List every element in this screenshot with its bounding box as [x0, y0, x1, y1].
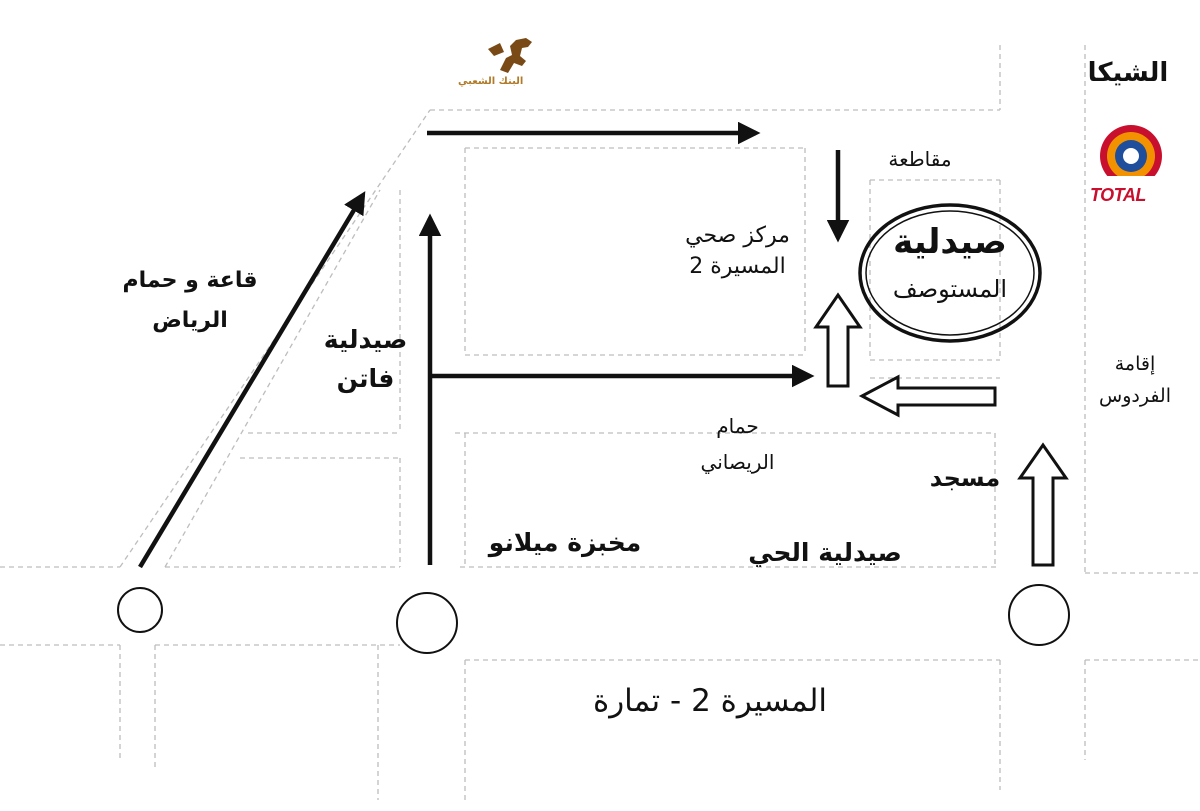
label-hammam-line2: الريصاني: [700, 450, 775, 474]
route-arrows: [140, 133, 838, 567]
label-health-center-line1: مركز صحي: [685, 223, 790, 248]
hollow-arrow-up-center: [816, 295, 860, 386]
label-mosque: مسجد: [929, 464, 1001, 492]
label-chiika: الشيكا: [1087, 58, 1169, 88]
label-district: المسيرة 2 - تمارة: [592, 683, 828, 719]
roundabouts: [118, 585, 1069, 653]
hollow-arrow-up-right: [1020, 445, 1066, 565]
label-residence-line1: إقامة: [1114, 353, 1156, 375]
label-pharmacy-main-line1: صيدلية: [893, 222, 1007, 262]
bank-logo-name: البنك الشعبي: [458, 76, 524, 87]
total-logo-icon: [1095, 125, 1167, 190]
label-bakery: مخبزة ميلانو: [488, 528, 642, 557]
label-health-center-line2: المسيرة 2: [689, 254, 786, 279]
hollow-arrows: [816, 295, 1066, 565]
hollow-arrow-left: [862, 377, 995, 415]
label-residence-line2: الفردوس: [1099, 385, 1171, 407]
label-pharmacy-hay: صيدلية الحي: [748, 538, 902, 567]
label-pharmacy-main-line2: المستوصف: [892, 275, 1008, 303]
label-pharmacy-faten-line1: صيدلية: [323, 325, 408, 354]
label-pharmacy-faten-line2: فاتن: [336, 364, 395, 393]
label-intersection: مقاطعة: [888, 147, 952, 171]
horse-logo-icon: [488, 38, 532, 73]
label-hall-line2: الرياض: [152, 308, 228, 333]
label-hall-line1: قاعة و حمام: [122, 268, 258, 293]
roundabout-left: [118, 588, 162, 632]
roundabout-right: [1009, 585, 1069, 645]
label-hammam-line1: حمام: [716, 414, 759, 438]
total-logo-text: TOTAL: [1090, 185, 1146, 205]
roundabout-center: [397, 593, 457, 653]
